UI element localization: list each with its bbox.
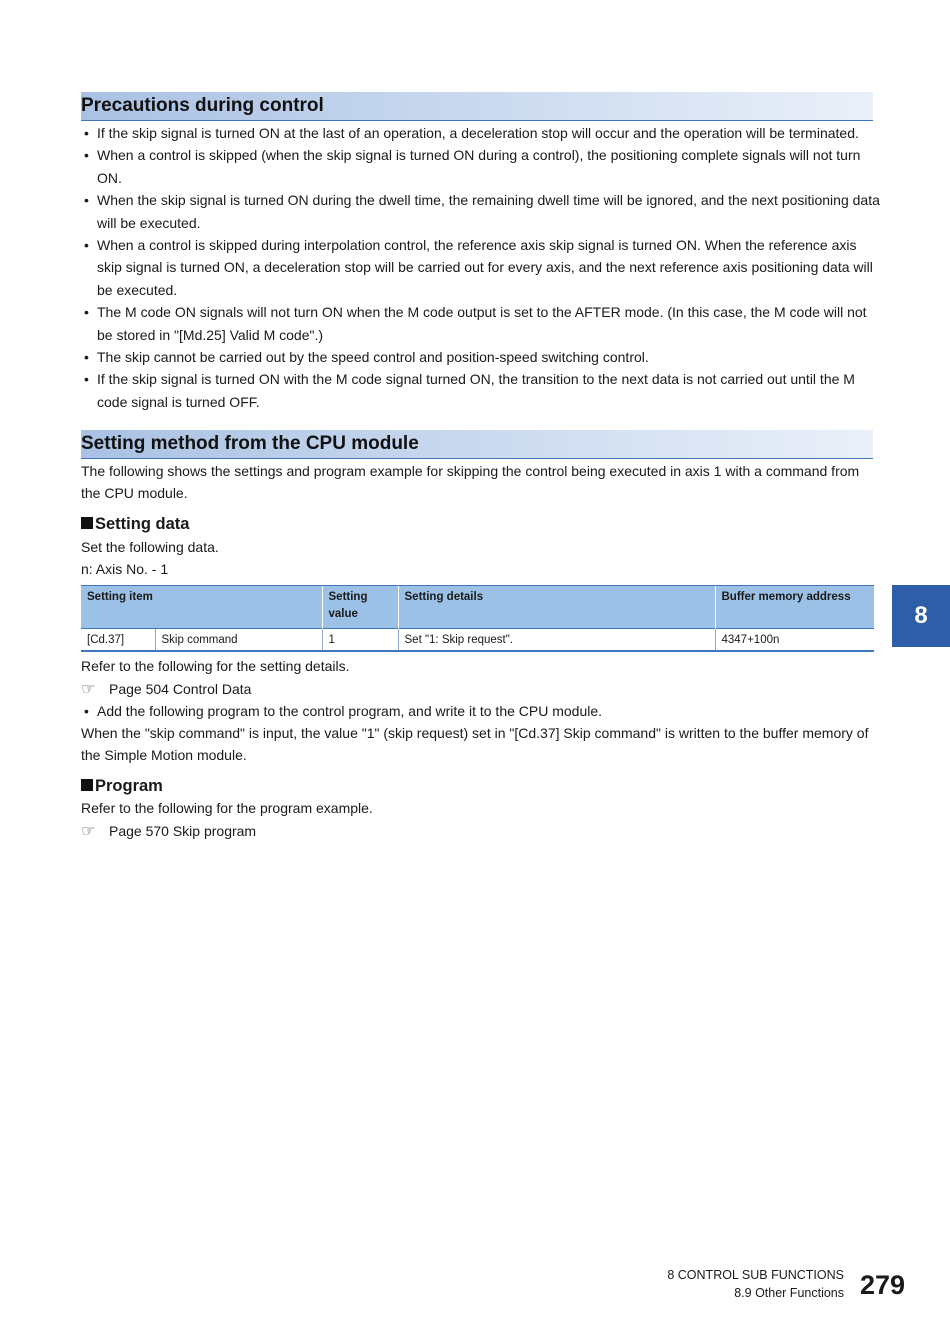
list-item: • When a control is skipped during interpolation control, the reference axis skip signal is turned ON. When the reference axis skip signal is turned ON, a deceleration stop will be carried out for every axis, and the next reference axis positioning data will be executed. (81, 234, 881, 301)
add-program-list (81, 700, 881, 722)
list-item: • When a control is skipped (when the skip signal is turned ON during a control), the positioning complete signals will not turn ON. (81, 144, 881, 189)
footer-section: 8.9 Other Functions (734, 1286, 844, 1300)
cell-setting-value: 1 (322, 629, 398, 652)
subheading-setting-data: Setting data (81, 515, 189, 534)
setting-data-table (81, 585, 874, 652)
reference-link-control-data[interactable] (81, 678, 251, 701)
pointing-hand-icon: ☞ (81, 823, 96, 840)
cell-item-code: [Cd.37] (81, 629, 155, 652)
program-refer: Refer to the following for the program example. (81, 800, 373, 816)
header-setting-item: Setting item (81, 586, 322, 629)
subheading-program: Program (81, 777, 163, 796)
cell-setting-details: Set "1: Skip request". (398, 629, 715, 652)
reference-link-skip-program[interactable] (81, 820, 256, 843)
section-title: Setting method from the CPU module (81, 433, 419, 454)
setting-data-line2: n: Axis No. - 1 (81, 561, 169, 577)
list-item: • The M code ON signals will not turn ON when the M code output is set to the AFTER mode. (In this case, the M code will not be stored in "[Md.25] Valid M code".) (81, 301, 881, 346)
section-title: Precautions during control (81, 95, 324, 116)
link-text[interactable]: Page 570 Skip program (109, 823, 257, 839)
table-row (81, 629, 874, 652)
header-setting-value: Setting value (322, 586, 398, 629)
precautions-list (81, 122, 881, 413)
cell-item-name: Skip command (155, 629, 322, 652)
link-text[interactable]: Page 504 Control Data (109, 681, 252, 697)
list-item: • If the skip signal is turned ON with the M code signal turned ON, the transition to the next data is not carried out until the M code signal is turned OFF. (81, 368, 881, 413)
square-bullet-icon (81, 779, 93, 791)
list-item: • If the skip signal is turned ON at the last of an operation, a deceleration stop will occur and the operation will be terminated. (81, 122, 881, 144)
footer-chapter: 8 CONTROL SUB FUNCTIONS (667, 1268, 844, 1282)
header-setting-details: Setting details (398, 586, 715, 629)
cell-buffer-address: 4347+100n (715, 629, 874, 652)
list-item: • When the skip signal is turned ON during the dwell time, the remaining dwell time will be ignored, and the next positioning data will be executed. (81, 189, 881, 234)
cpu-intro: The following shows the settings and program example for skipping the control being executed in axis 1 with a command from the CPU module. (81, 463, 860, 502)
setting-data-line1: Set the following data. (81, 539, 219, 555)
header-buffer-address: Buffer memory address (715, 586, 874, 629)
section-header-cpu-module (81, 430, 873, 459)
list-item: • The skip cannot be carried out by the speed control and position-speed switching control. (81, 346, 881, 368)
setting-refer: Refer to the following for the setting details. (81, 658, 350, 674)
page-number: 279 (860, 1270, 906, 1300)
chapter-tab[interactable]: 8 (892, 585, 950, 647)
square-bullet-icon (81, 517, 93, 529)
list-item: • Add the following program to the control program, and write it to the CPU module. (81, 700, 881, 722)
section-header-precautions (81, 92, 873, 121)
table-header-row (81, 586, 874, 629)
skip-command-note: When the "skip command" is input, the value "1" (skip request) set in "[Cd.37] Skip command" is written to the buffer memory of the Simple Motion module. (81, 725, 869, 764)
pointing-hand-icon: ☞ (81, 681, 96, 698)
